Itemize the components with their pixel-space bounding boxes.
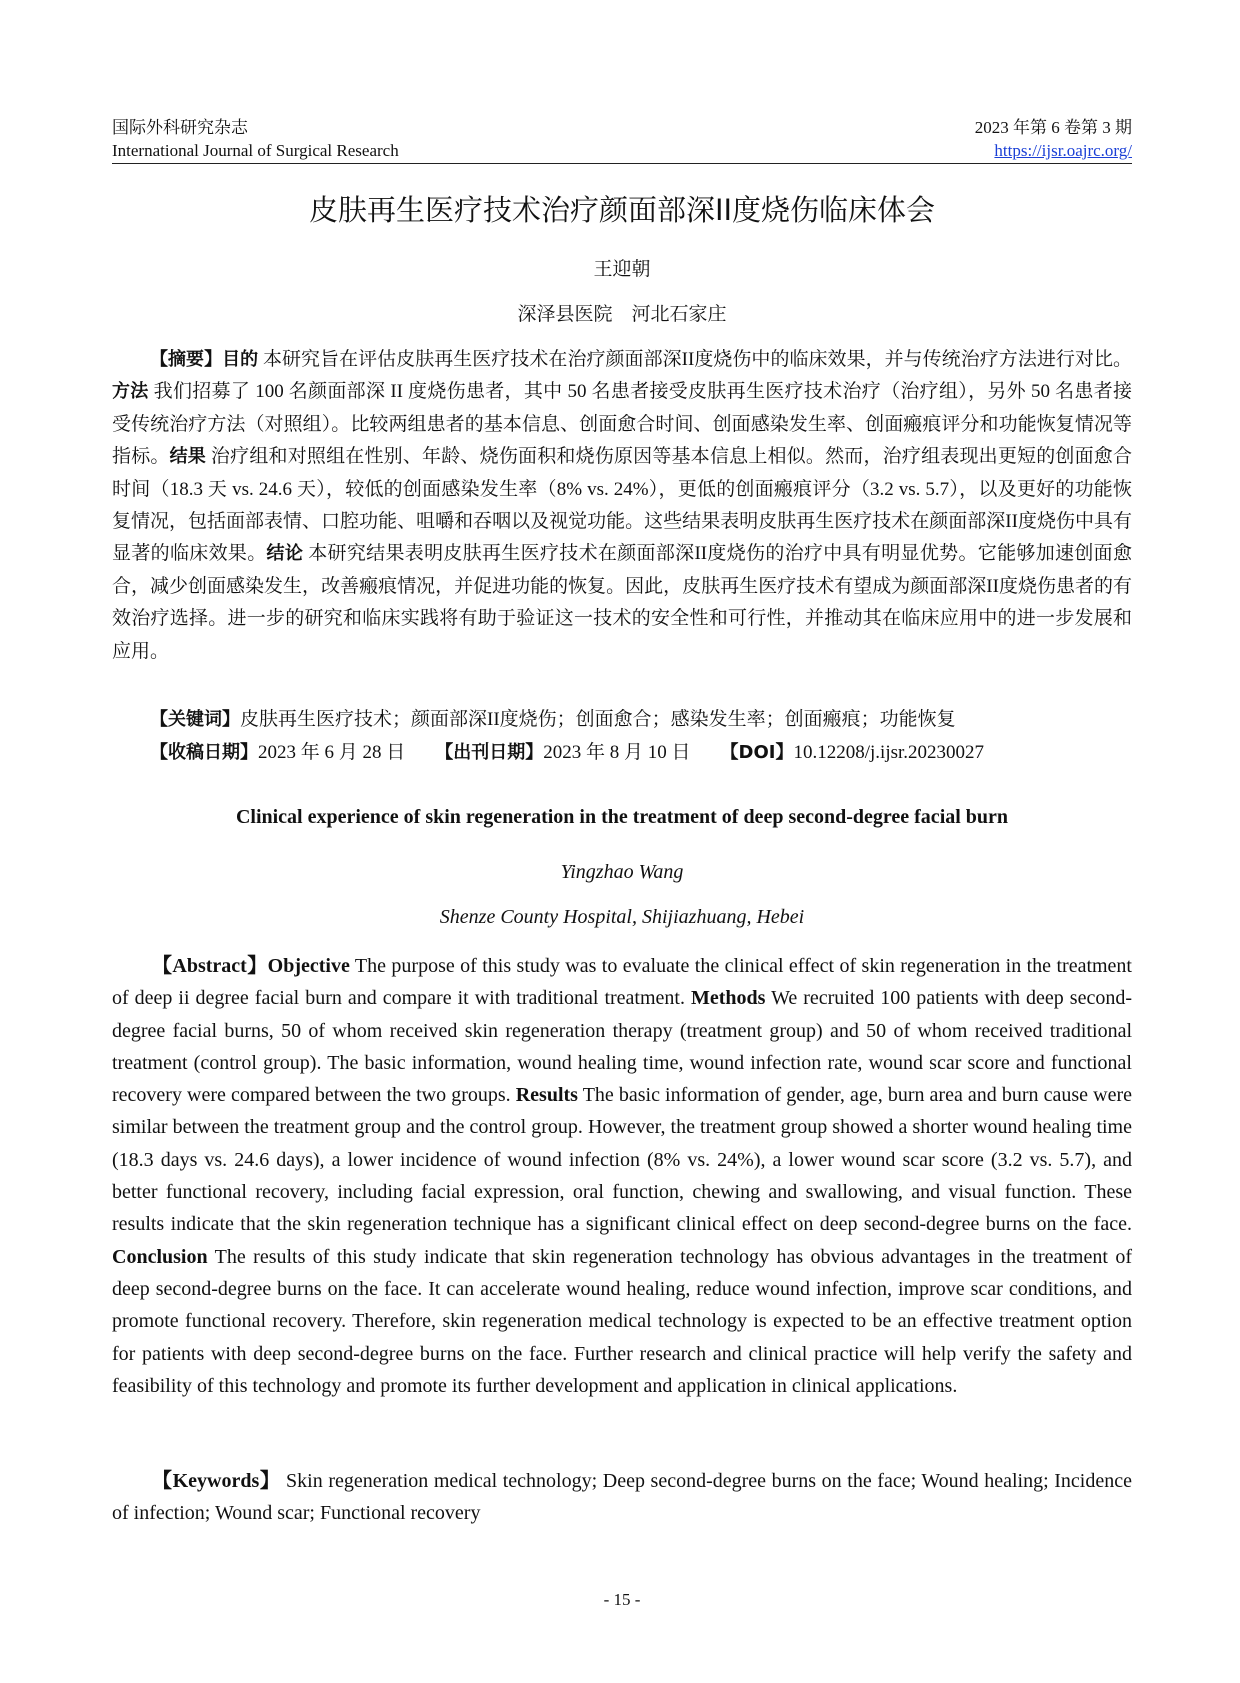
author-zh: 王迎朝 bbox=[593, 259, 651, 280]
abstract-en-label: 【Abstract】 bbox=[152, 955, 268, 977]
methods-en-label: Methods bbox=[690, 987, 766, 1010]
objective-en-text: The purpose of this study was to evaluate the clinical effect of skin regeneration in the treatment of deep ii degree facial burn and compare it with traditional treatment. bbox=[112, 955, 1132, 1010]
objective-en-label: Objective bbox=[267, 955, 350, 977]
issue-label: 2023 年第 6 卷第 3 期 bbox=[974, 118, 1132, 137]
objective-zh-text: 本研究旨在评估皮肤再生医疗技术在治疗颜面部深II度烧伤中的临床效果，并与传统治疗方法进行对比。 bbox=[258, 349, 1132, 370]
abstract-zh-label: 【摘要】 bbox=[150, 349, 223, 370]
keywords-zh-text: 皮肤再生医疗技术；颜面部深II度烧伤；创面愈合；感染发生率；创面瘢痕；功能恢复 bbox=[240, 709, 956, 730]
affiliation-zh: 深泽县医院 河北石家庄 bbox=[517, 304, 727, 325]
doi-label: 【DOI】 bbox=[720, 742, 794, 763]
published-date: 2023 年 8 月 10 日 bbox=[543, 742, 691, 763]
methods-en-text: We recruited 100 patients with deep second-degree facial burns, 50 of whom received skin regeneration therapy (treatment group) and 50 of whom received traditional treatment (control group). The basic information, wound healing time, wound infection rate, wound scar score and functional recovery were compared between the two groups. bbox=[112, 987, 1132, 1107]
title-zh: 皮肤再生医疗技术治疗颜面部深II度烧伤临床体会 bbox=[308, 193, 936, 227]
keywords-en-text: Skin regeneration medical technology; Deep second-degree burns on the face; Wound healing; Incidence of infection; Wound scar; Functional recovery bbox=[112, 1470, 1132, 1525]
dates-zh bbox=[112, 738, 1132, 768]
keywords-zh bbox=[112, 705, 1132, 735]
conclusion-zh-label: 结论 bbox=[266, 543, 304, 565]
methods-zh-text: 我们招募了 100 名颜面部深 II 度烧伤患者，其中 50 名患者接受皮肤再生医疗技术治疗（治疗组），另外 50 名患者接受传统治疗方法（对照组）。比较两组患者的基本信息、创面愈合时间、创面感染发生率、创面瘢痕评分和功能恢复情况等指标。 bbox=[112, 381, 1132, 468]
methods-zh-label: 方法 bbox=[112, 381, 149, 403]
header-divider bbox=[112, 163, 1132, 164]
received-label: 【收稿日期】 bbox=[150, 742, 258, 763]
title-en: Clinical experience of skin regeneration in the treatment of deep second-degree facial burn bbox=[235, 806, 1009, 828]
keywords-zh-label: 【关键词】 bbox=[150, 709, 240, 730]
author-en: Yingzhao Wang bbox=[560, 861, 684, 883]
doi-value: 10.12208/j.ijsr.20230027 bbox=[793, 742, 985, 763]
received-date: 2023 年 6 月 28 日 bbox=[258, 742, 406, 763]
affiliation-en: Shenze County Hospital, Shijiazhuang, Hebei bbox=[439, 906, 805, 928]
conclusion-zh-text: 本研究结果表明皮肤再生医疗技术在颜面部深II度烧伤的治疗中具有明显优势。它能够加速创面愈合，减少创面感染发生，改善瘢痕情况，并促进功能的恢复。因此，皮肤再生医疗技术有望成为颜面部深II度烧伤患者的有效治疗选择。进一步的研究和临床实践将有助于验证这一技术的安全性和可行性，并推动其在临床应用中的进一步发展和应用。 bbox=[112, 543, 1132, 662]
journal-name bbox=[112, 116, 712, 162]
issue-info bbox=[712, 116, 1132, 162]
page-number: - 15 - bbox=[603, 1590, 641, 1609]
objective-zh-label: 目的 bbox=[222, 349, 259, 370]
results-en-label: Results bbox=[515, 1084, 578, 1107]
published-label: 【出刊日期】 bbox=[435, 742, 544, 763]
journal-url-link[interactable]: https://ijsr.oajrc.org/ bbox=[994, 141, 1132, 160]
results-zh-label: 结果 bbox=[169, 446, 206, 468]
conclusion-en-label: Conclusion bbox=[112, 1245, 208, 1268]
keywords-en bbox=[112, 1465, 1132, 1530]
keywords-en-label: 【Keywords】 bbox=[152, 1470, 281, 1492]
conclusion-en-text: The results of this study indicate that skin regeneration technology has obvious advantages in the treatment of deep second-degree burns on the face. It can accelerate wound healing, reduce wound infection, improve scar conditions, and promote functional recovery. Therefore, skin regeneration medical technology is expected to be an effective treatment option for patients with deep second-degree burns on the face. Further research and clinical practice will help verify the safety and feasibility of this technology and promote its further development and application in clinical applications. bbox=[112, 1245, 1132, 1397]
journal-name-zh: 国际外科研究杂志 bbox=[112, 118, 248, 137]
results-en-text: The basic information of gender, age, burn area and burn cause were similar between the treatment group and the control group. However, the treatment group showed a shorter wound healing time (18.3 days vs. 24.6 days), a lower incidence of wound infection (8% vs. 24%), a lower wound scar score (3.2 vs. 5.7), and better functional recovery, including facial expression, oral function, chewing and swallowing, and visual function. These results indicate that the skin regeneration technique has a significant clinical effect on deep second-degree burns on the face. bbox=[112, 1084, 1132, 1236]
results-zh-text: 治疗组和对照组在性别、年龄、烧伤面积和烧伤原因等基本信息上相似。然而，治疗组表现出更短的创面愈合时间（18.3 天 vs. 24.6 天），较低的创面感染发生率（8% vs. 24%），更低的创面瘢痕评分（3.2 vs. 5.7），以及更好的功能恢复情况，包括面部表情、口腔功能、咀嚼和吞咽以及视觉功能。这些结果表明皮肤再生医疗技术在颜面部深II度烧伤中具有显著的临床效果。 bbox=[112, 446, 1132, 565]
abstract-zh bbox=[112, 344, 1132, 668]
journal-name-en: International Journal of Surgical Research bbox=[112, 141, 399, 160]
abstract-en bbox=[112, 950, 1132, 1402]
